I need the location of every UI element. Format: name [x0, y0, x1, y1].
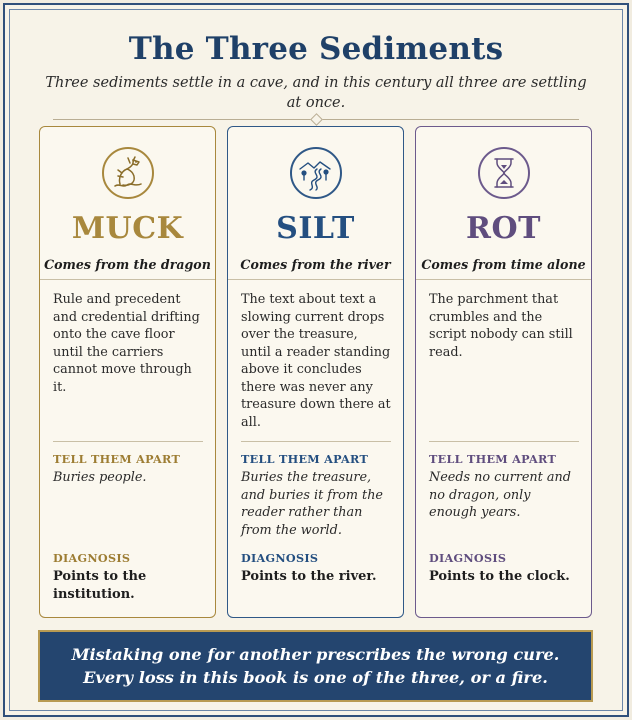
card-muck	[39, 126, 216, 618]
page-title: The Three Sediments	[128, 31, 504, 67]
diagnosis-label: DIAGNOSIS	[429, 551, 507, 565]
tell-them-apart-text: Buries people.	[53, 470, 147, 485]
tell-them-apart-label: TELL THEM APART	[241, 452, 369, 466]
tell-them-apart-label: TELL THEM APART	[53, 452, 181, 466]
diagnosis-text: Points to the institution.	[53, 569, 147, 602]
hourglass-icon	[478, 147, 530, 199]
dragon-icon	[102, 147, 154, 199]
page-subtitle: Three sediments settle in a cave, and in this century all three are settling at once.	[45, 75, 587, 111]
title-divider	[53, 119, 579, 120]
tell-them-apart-text: Needs no current and no dragon, only enough years.	[429, 470, 571, 520]
banner-line-1: Mistaking one for another prescribes the wrong cure.	[71, 645, 560, 664]
sediment-name: MUCK	[71, 211, 184, 246]
river-icon	[290, 147, 342, 199]
sediment-description: The text about text a slowing current drops over the treasure, until a reader standing above it concludes there was never any treasure down there at all.	[241, 292, 391, 430]
diagnosis-label: DIAGNOSIS	[241, 551, 319, 565]
sediment-origin: Comes from time alone	[421, 257, 586, 272]
sediment-origin: Comes from the dragon	[44, 257, 211, 272]
sediment-description: The parchment that crumbles and the script nobody can still read.	[429, 292, 573, 360]
origin-rule	[40, 279, 215, 280]
card-rot	[415, 126, 592, 618]
tell-them-apart-text: Buries the treasure, and buries it from the reader rather than from the world.	[241, 470, 384, 538]
sediment-origin: Comes from the river	[240, 257, 391, 272]
diagnosis-text: Points to the clock.	[429, 569, 570, 584]
banner-line-2: Every loss in this book is one of the three, or a fire.	[83, 668, 548, 687]
sediment-description: Rule and precedent and credential drifting onto the cave floor until the carriers cannot move through it.	[53, 292, 200, 395]
section-divider	[53, 441, 203, 442]
origin-rule	[416, 279, 591, 280]
sediment-name: ROT	[466, 211, 541, 246]
section-divider	[241, 441, 391, 442]
origin-rule	[228, 279, 403, 280]
diagnosis-label: DIAGNOSIS	[53, 551, 131, 565]
diagnosis-text: Points to the river.	[241, 569, 377, 584]
tell-them-apart-label: TELL THEM APART	[429, 452, 557, 466]
card-silt	[227, 126, 404, 618]
section-divider	[429, 441, 579, 442]
sediment-name: SILT	[276, 211, 355, 246]
conclusion-banner	[38, 630, 593, 702]
